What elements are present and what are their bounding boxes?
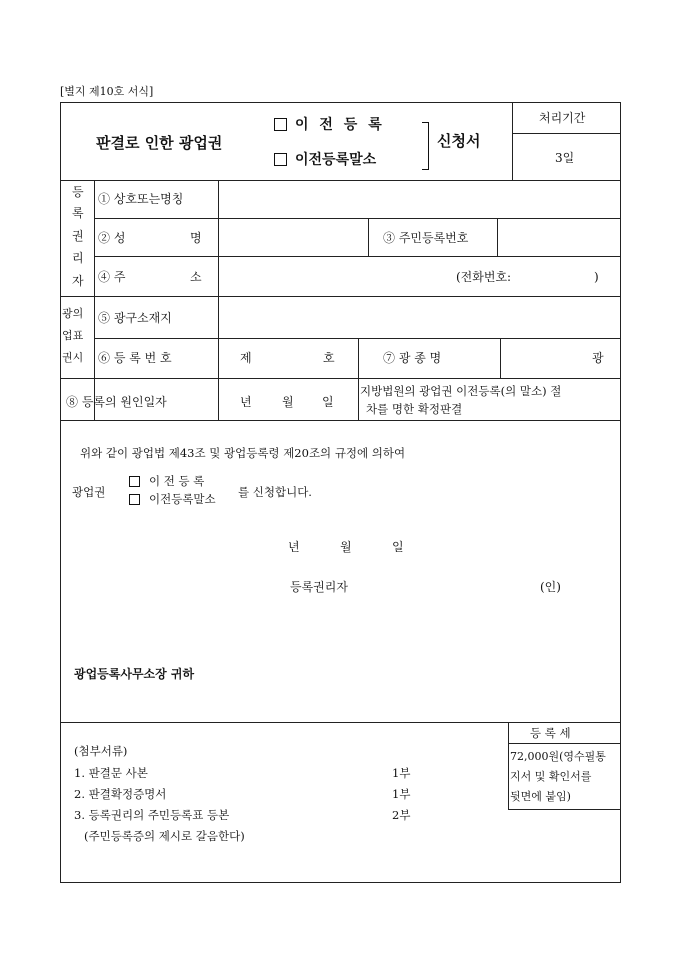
date-day: 일	[392, 540, 404, 554]
attach-count-1: 1부	[392, 766, 411, 780]
field-resident-number: ③ 주민등록번호	[383, 231, 469, 245]
row2-right	[497, 218, 498, 256]
field-mine-location: ⑤ 광구소재지	[98, 311, 172, 325]
header-divider	[512, 102, 513, 180]
cause-day: 일	[322, 395, 334, 409]
statement: 위와 같이 광업법 제43조 및 광업등록령 제20조의 규정에 의하여	[80, 446, 406, 460]
period-label: 처리기간	[539, 111, 586, 125]
mining-mid	[358, 338, 359, 421]
row1-bottom	[94, 218, 621, 219]
field-cause-date: ⑧ 등록의 원인일자	[66, 395, 167, 409]
group-col-line	[94, 180, 95, 420]
mining-group-1: 광의	[62, 307, 84, 320]
seal-label: (인)	[540, 580, 561, 594]
header-bracket	[422, 122, 429, 170]
option-cancel: 이전등록말소	[295, 152, 377, 168]
field-name: ② 성	[98, 231, 126, 245]
field-address: ④ 주	[98, 270, 126, 284]
cancel-checkbox[interactable]	[274, 153, 287, 166]
frame-right	[620, 102, 621, 883]
label-col-line	[218, 180, 219, 421]
attach-count-2: 1부	[392, 787, 411, 801]
body-opt-transfer: 이 전 등 록	[149, 474, 205, 488]
body-cancel-checkbox[interactable]	[129, 494, 140, 505]
frame-left	[60, 102, 61, 883]
option-transfer: 이 전 등 록	[295, 117, 385, 133]
mining-bottom	[60, 378, 621, 379]
group-label-3: 권	[72, 229, 84, 243]
group-label-4: 리	[72, 251, 84, 265]
date-year: 년	[288, 540, 300, 554]
reg-je: 제	[240, 351, 252, 365]
applicant-label: 등록권리자	[290, 580, 348, 594]
date-month: 월	[340, 540, 352, 554]
apply-text: 를 신청합니다.	[238, 485, 312, 499]
recipient: 광업등록사무소장 귀하	[74, 667, 195, 681]
reg-ho: 호	[323, 351, 335, 365]
attach-item-3: 3. 등록권리의 주민등록표 등본	[74, 808, 230, 822]
form-suffix: 신청서	[437, 132, 481, 150]
field-reg-number: ⑥ 등 록 번 호	[98, 351, 172, 365]
frame-bottom	[60, 882, 621, 883]
mining-group-2: 업표	[62, 329, 84, 342]
attach-item-1: 1. 판결문 사본	[74, 766, 148, 780]
header-bottom	[60, 180, 621, 181]
phone-end: )	[594, 270, 599, 284]
group-label-5: 자	[72, 274, 84, 288]
attach-item-2: 2. 판결확정증명서	[74, 787, 167, 801]
registrant-bottom	[60, 296, 621, 297]
form-title: 판결로 인한 광업권	[96, 134, 223, 152]
form-label: [별지 제10호 서식]	[60, 85, 154, 98]
group-label-1: 등	[72, 185, 84, 199]
cause-note-2: 차를 명한 확정판결	[366, 402, 463, 416]
fee-divider	[508, 743, 621, 744]
field-business-name: ① 상호또는명칭	[98, 192, 184, 206]
fee-label: 등 록 세	[530, 726, 571, 740]
body-transfer-checkbox[interactable]	[129, 476, 140, 487]
row2-bottom	[94, 256, 621, 257]
cause-year: 년	[240, 395, 252, 409]
period-value: 3일	[555, 151, 575, 165]
fee-line-1: 72,000원(영수필통	[510, 750, 606, 763]
frame-top	[60, 102, 621, 103]
right-label: 광업권	[72, 485, 106, 499]
attach-count-3: 2부	[392, 808, 411, 822]
mining-right	[500, 338, 501, 378]
phone-label: (전화번호:	[456, 270, 512, 284]
attach-top	[60, 722, 621, 723]
cause-note-1: 지방법원의 광업권 이전등록(의 말소) 절	[360, 384, 562, 398]
fee-line-3: 뒷면에 붙임)	[510, 790, 571, 803]
group-label-2: 록	[72, 206, 84, 220]
attach-note: (주민등록증의 제시로 갈음한다)	[84, 829, 245, 843]
cause-month: 월	[282, 395, 294, 409]
attach-heading: (첨부서류)	[74, 744, 128, 758]
row2-mid	[368, 218, 369, 256]
transfer-checkbox[interactable]	[274, 118, 287, 131]
fee-line-2: 지서 및 확인서를	[510, 770, 592, 783]
field-address-end: 소	[190, 270, 202, 284]
fee-left	[508, 722, 509, 810]
mineral-gwang: 광	[592, 351, 604, 365]
fee-bottom	[508, 809, 621, 810]
cause-bottom	[60, 420, 621, 421]
field-name-end: 명	[190, 231, 202, 245]
body-opt-cancel: 이전등록말소	[149, 492, 216, 506]
mining-group-3: 권시	[62, 351, 84, 364]
period-divider	[512, 133, 620, 134]
field-mineral: ⑦ 광 종 명	[383, 351, 442, 365]
